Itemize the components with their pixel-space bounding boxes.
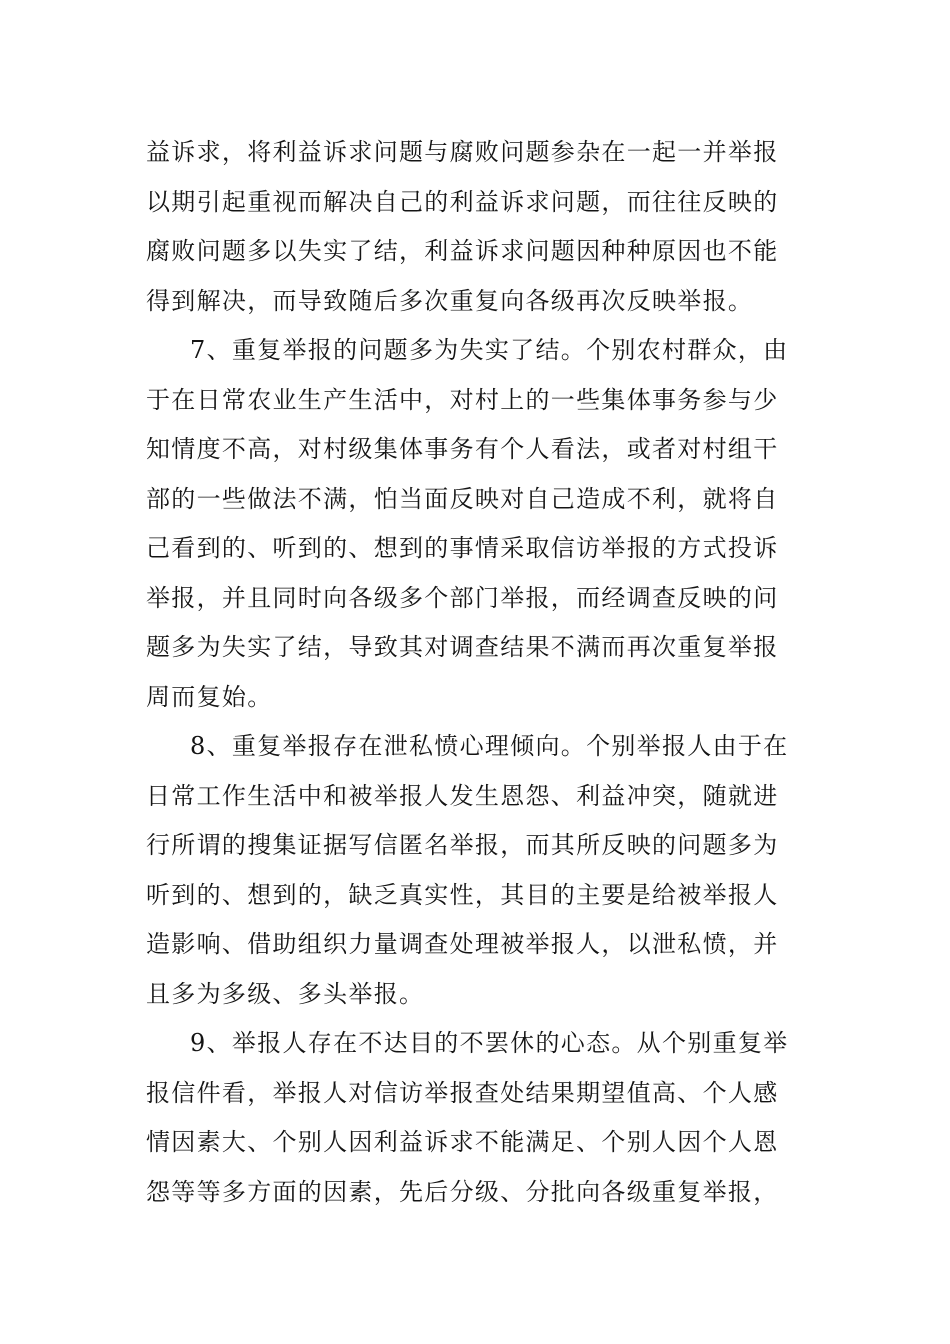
text-line: 得到解决，而导致随后多次重复向各级再次反映举报。 xyxy=(146,286,754,315)
text-line: 听到的、想到的，缺乏真实性，其目的主要是给被举报人 xyxy=(146,880,779,909)
text-line: 部的一些做法不满，怕当面反映对自己造成不利，就将自 xyxy=(146,484,779,513)
text-line: 知情度不高，对村级集体事务有个人看法，或者对村组干 xyxy=(146,435,779,463)
paragraph-continuation xyxy=(146,128,810,326)
text-line: 且多为多级、多头举报。 xyxy=(146,979,425,1008)
document-body xyxy=(146,128,810,1217)
text-line: 腐败问题多以失实了结，利益诉求问题因种种原因也不能 xyxy=(146,237,779,265)
text-line: 周而复始。 xyxy=(146,682,273,711)
text-line: 益诉求，将利益诉求问题与腐败问题参杂在一起一并举报 xyxy=(146,138,779,166)
paragraph-item-7 xyxy=(146,326,810,722)
text-line: 怨等等多方面的因素，先后分级、分批向各级重复举报， xyxy=(146,1177,779,1206)
text-line: 以期引起重视而解决自己的利益诉求问题，而往往反映的 xyxy=(146,187,779,216)
paragraph-item-8 xyxy=(146,722,810,1019)
text-line: 于在日常农业生产生活中，对村上的一些集体事务参与少 xyxy=(146,385,779,414)
text-line: 举报，并且同时向各级多个部门举报，而经调查反映的问 xyxy=(146,583,779,612)
text-line: 情因素大、个别人因利益诉求不能满足、个别人因个人恩 xyxy=(146,1128,779,1156)
text-line: 7、重复举报的问题多为失实了结。个别农村群众，由 xyxy=(190,336,789,364)
text-line: 报信件看，举报人对信访举报查处结果期望值高、个人感 xyxy=(146,1078,779,1107)
text-line: 题多为失实了结，导致其对调查结果不满而再次重复举报 xyxy=(146,633,779,661)
text-line: 造影响、借助组织力量调查处理被举报人，以泄私愤，并 xyxy=(146,930,779,958)
text-line: 8、重复举报存在泄私愤心理倾向。个别举报人由于在 xyxy=(190,732,789,760)
text-line: 日常工作生活中和被举报人发生恩怨、利益冲突，随就进 xyxy=(146,781,779,810)
paragraph-item-9 xyxy=(146,1019,810,1217)
text-line: 行所谓的搜集证据写信匿名举报，而其所反映的问题多为 xyxy=(146,831,779,859)
text-line: 己看到的、听到的、想到的事情采取信访举报的方式投诉 xyxy=(146,534,779,562)
text-line: 9、举报人存在不达目的不罢休的心态。从个别重复举 xyxy=(190,1029,789,1057)
